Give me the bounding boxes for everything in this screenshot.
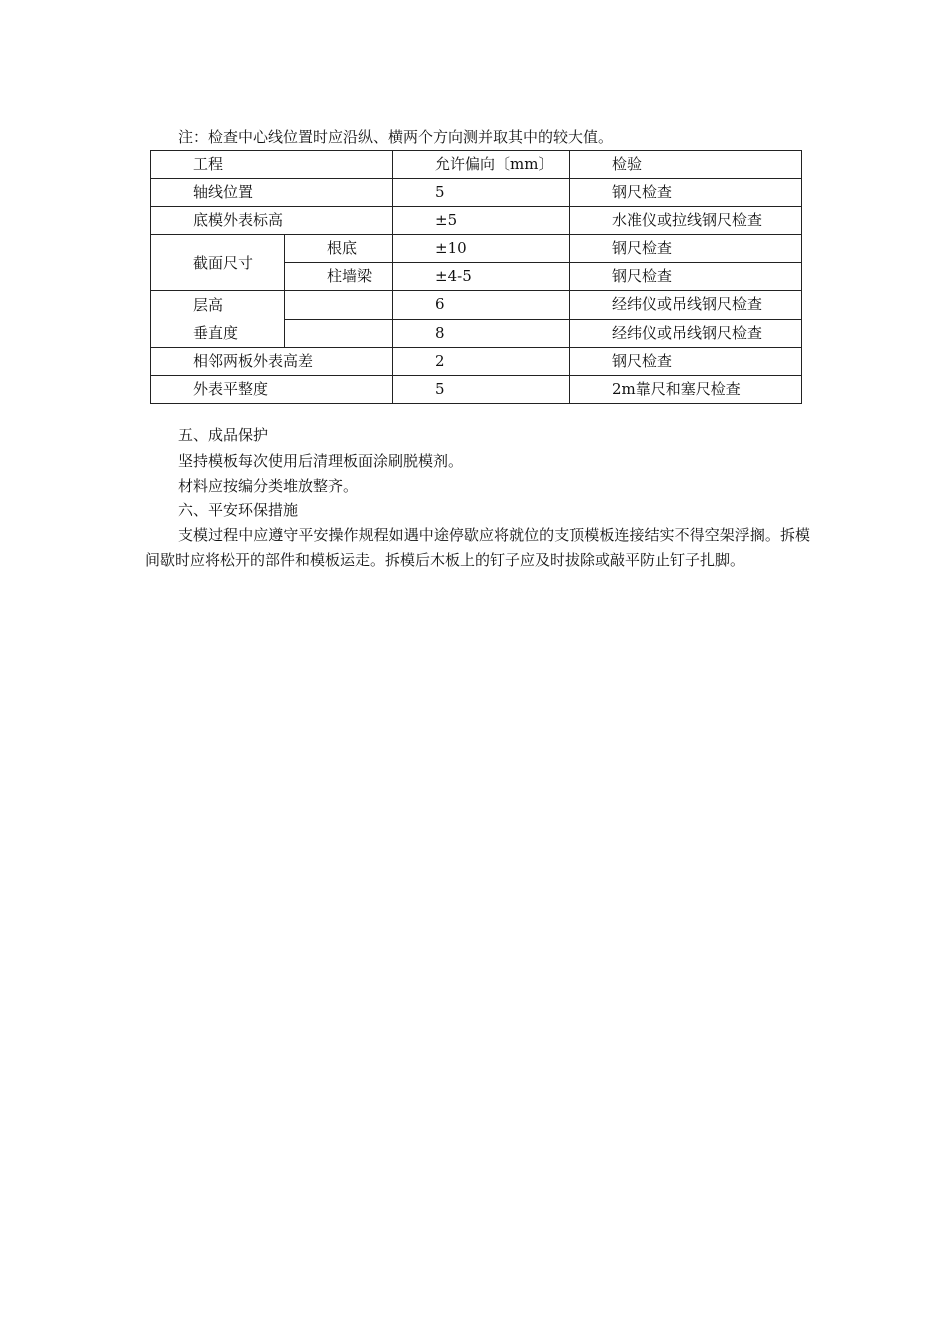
header-check: 检验	[570, 151, 802, 179]
section-size-label: 截面尺寸	[151, 235, 285, 291]
table-header-row	[151, 151, 802, 179]
row-item: 外表平整度	[151, 376, 393, 404]
row-tolerance: 5	[393, 376, 570, 404]
row-check: 2m靠尺和塞尺检查	[570, 376, 802, 404]
table-row	[151, 291, 802, 320]
row-tolerance: 5	[393, 179, 570, 207]
header-item: 工程	[151, 151, 393, 179]
empty-cell	[285, 291, 393, 320]
row-item: 底模外表标高	[151, 207, 393, 235]
table-note: 注：检查中心线位置时应沿纵、横两个方向测并取其中的较大值。	[178, 128, 614, 146]
row-tolerance: 6	[393, 291, 570, 320]
section-5-line-1: 坚持模板每次使用后清理板面涂刷脱模剂。	[178, 452, 464, 470]
row-tolerance: ±10	[393, 235, 570, 263]
row-check: 水准仪或拉线钢尺检查	[570, 207, 802, 235]
row-tolerance: ±5	[393, 207, 570, 235]
row-check: 经纬仪或吊线钢尺检查	[570, 319, 802, 348]
row-tolerance: 2	[393, 348, 570, 376]
row-check: 钢尺检查	[570, 263, 802, 291]
sub-item-name: 柱墙梁	[285, 263, 393, 291]
row-tolerance: 8	[393, 319, 570, 348]
section-5-line-2: 材料应按编分类堆放整齐。	[178, 477, 359, 495]
row-item: 相邻两板外表高差	[151, 348, 393, 376]
sub-item-name: 根底	[285, 235, 393, 263]
row-check: 钢尺检查	[570, 179, 802, 207]
row-tolerance: ±4-5	[393, 263, 570, 291]
table-row	[151, 179, 802, 207]
row-check: 钢尺检查	[570, 235, 802, 263]
section-6-paragraph: 支模过程中应遵守平安操作规程如遇中途停歇应将就位的支顶模板连接结实不得空架浮搁。拆模间歇时应将松开的部件和模板运走。拆模后木板上的钉子应及时拔除或敲平防止钉子扎脚。	[145, 526, 810, 569]
header-tolerance: 允许偏向〔mm〕	[393, 151, 570, 179]
row-check: 钢尺检查	[570, 348, 802, 376]
vertical-label-line2: 垂直度	[193, 324, 239, 342]
section-5-title: 五、成品保护	[178, 426, 269, 444]
table-row	[151, 348, 802, 376]
tolerance-table	[150, 150, 802, 404]
section-6-title: 六、平安环保措施	[178, 501, 299, 519]
vertical-group-label	[151, 291, 285, 348]
table-row	[151, 235, 802, 263]
empty-cell	[285, 319, 393, 348]
vertical-label-line1: 层高	[193, 296, 224, 314]
row-item: 轴线位置	[151, 179, 393, 207]
table-row	[151, 376, 802, 404]
row-check: 经纬仪或吊线钢尺检查	[570, 291, 802, 320]
table-row	[151, 207, 802, 235]
